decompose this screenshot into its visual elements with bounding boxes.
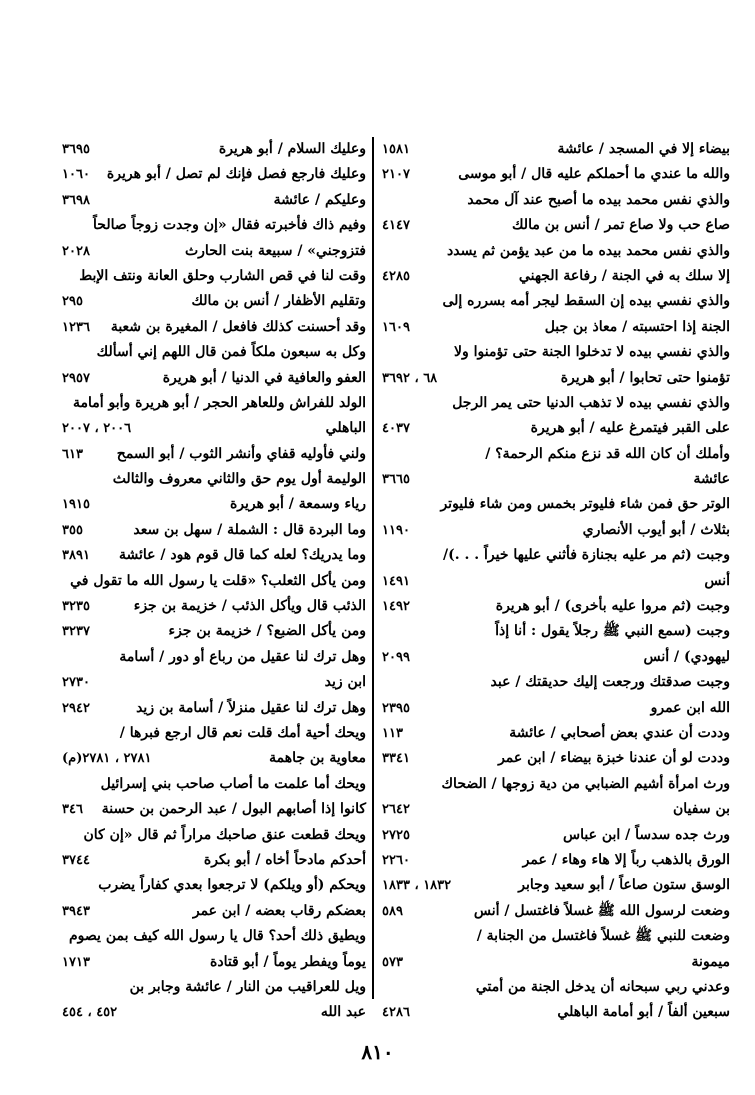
index-entry <box>382 721 730 746</box>
entry-text: بثلاث / أبو أيوب الأنصاري <box>582 521 730 538</box>
entry-text: ورث امرأة أشيم الضبابي من دية زوجها / الضحاك <box>441 775 730 792</box>
entry-text: عبد الله <box>320 1004 366 1021</box>
index-entry <box>62 823 366 848</box>
entry-text: وتقليم الأظفار / أنس بن مالك <box>191 293 366 310</box>
index-entry <box>62 975 366 1000</box>
index-entry <box>62 569 366 594</box>
entry-text: وكل به سبعون ملكاً فمن قال اللهم إني أسألك <box>96 344 366 361</box>
hadith-number: ١٩١٥ <box>62 497 90 513</box>
entry-text: وضعت لرسول الله ﷺ غسلاً فاغتسل / أنس <box>473 902 730 919</box>
hadith-number: ٢١٠٧ <box>382 167 410 183</box>
index-entry <box>382 239 730 264</box>
index-entry <box>382 366 730 391</box>
hadith-number: ٣٦٦٥ <box>382 472 410 488</box>
entry-text: والذي نفس محمد بيده ما من عبد يؤمن ثم يسدد <box>446 242 730 259</box>
entry-text: الله ابن عمرو <box>650 699 730 716</box>
left-column <box>62 137 366 1026</box>
index-entry <box>382 569 730 594</box>
index-entry <box>62 772 366 797</box>
hadith-number: ٤٢٨٥ <box>382 268 410 284</box>
entry-text: وعليك فارجع فصل فإنك لم تصل / أبو هريرة <box>106 166 366 183</box>
entry-text: والله ما عندي ما أحملكم عليه قال / أبو موسى <box>458 166 730 183</box>
entry-text: والذي نفسي بيده لا تذهب الدنيا حتى يمر الرجل <box>452 394 730 411</box>
hadith-number: ١١٩٠ <box>382 522 410 538</box>
index-entry <box>382 416 730 441</box>
entry-text: عائشة <box>693 471 730 488</box>
right-column <box>382 137 730 1026</box>
index-entry <box>382 492 730 517</box>
hadith-number: ٣٦٩٥ <box>62 142 90 157</box>
hadith-number: ٢٠٠٦ ، ٢٠٠٧ <box>62 421 132 437</box>
entry-text: وأملك أن كان الله قد نزع منكم الرحمة؟ / <box>485 445 730 462</box>
entry-text: أنس <box>704 572 730 589</box>
entry-text: ويحك أما علمت ما أصاب صاحب بني إسرائيل <box>100 775 366 792</box>
hadith-number: ٤٥٢ ، ٤٥٤ <box>62 1005 118 1021</box>
hadith-number: ٣٧٤٤ <box>62 852 90 868</box>
hadith-number: ٢٣٩٥ <box>382 700 410 716</box>
hadith-number: ٢٩٥ <box>62 294 83 310</box>
hadith-number: ٢٩٥٧ <box>62 370 90 386</box>
entry-text: وقد أحسنت كذلك فافعل / المغيرة بن شعبة <box>110 318 366 335</box>
entry-text: سبعين ألفاً / أبو أمامة الباهلي <box>557 1004 730 1021</box>
entry-text: الورق بالذهب رباً إلا هاء وهاء / عمر <box>522 851 730 868</box>
index-entry <box>62 391 366 416</box>
entry-text: وقت لنا في قص الشارب وحلق العانة ونتف الإبط <box>79 267 366 284</box>
index-entry <box>382 975 730 1000</box>
index-entry <box>62 239 366 264</box>
hadith-number: ٥٧٣ <box>382 954 403 970</box>
column-divider <box>372 137 374 999</box>
entry-text: معاوية بن جاهمة <box>269 750 366 767</box>
index-entry <box>62 137 366 162</box>
entry-text: بعضكم رقاب بعضه / ابن عمر <box>192 902 366 919</box>
entry-text: وما البردة قال : الشملة / سهل بن سعد <box>133 521 366 538</box>
index-entry <box>62 950 366 975</box>
entry-text: ورث جده سدساً / ابن عباس <box>563 826 730 843</box>
hadith-number: ١٥٨١ <box>382 142 410 157</box>
entry-text: الذئب قال ويأكل الذئب / خزيمة بن جزء <box>133 598 366 615</box>
index-entry <box>62 315 366 340</box>
hadith-number: ٤٠٣٧ <box>382 421 410 437</box>
index-entry <box>62 543 366 568</box>
entry-text: ابن زيد <box>324 674 366 691</box>
index-entry <box>382 772 730 797</box>
index-entry <box>62 467 366 492</box>
entry-text: ليهودي) / أنس <box>643 648 730 665</box>
entry-text: العفو والعافية في الدنيا / أبو هريرة <box>162 369 366 386</box>
entry-text: وما يدريك؟ لعله كما قال قوم هود / عائشة <box>118 547 366 564</box>
index-entry <box>382 442 730 467</box>
hadith-number: ٦١٣ <box>62 446 83 462</box>
hadith-number: ٣٩٤٣ <box>62 903 90 919</box>
index-entry <box>382 848 730 873</box>
index-entry <box>62 188 366 213</box>
hadith-number: ١٦٠٩ <box>382 319 410 335</box>
index-entry <box>382 188 730 213</box>
index-entry <box>62 670 366 695</box>
hadith-number: ٣٣٤١ <box>382 751 410 767</box>
index-entry <box>62 340 366 365</box>
index-entry <box>62 366 366 391</box>
index-entry <box>382 873 730 898</box>
index-entry <box>382 950 730 975</box>
index-entry <box>382 1000 730 1025</box>
hadith-number: ١١٣ <box>382 725 403 741</box>
hadith-number: ٢٢٦٠ <box>382 852 410 868</box>
entry-text: وعليكم / عائشة <box>273 191 366 208</box>
entry-text: الوتر حق فمن شاء فليوتر بخمس ومن شاء فليوتر <box>440 496 730 513</box>
hadith-number: ٤١٤٧ <box>382 218 410 234</box>
entry-text: والذي نفس محمد بيده ما أصبح عند آل محمد <box>467 191 730 208</box>
index-entry <box>62 619 366 644</box>
hadith-number: ٦٨ ، ٣٦٩٢ <box>382 370 438 386</box>
entry-text: الولد للفراش وللعاهر الحجر / أبو هريرة وأبو أمامة <box>72 394 366 411</box>
index-entry <box>382 289 730 314</box>
entry-text: الباهلي <box>325 420 366 437</box>
index-entry <box>382 315 730 340</box>
index-entry <box>382 797 730 822</box>
index-entry <box>382 137 730 162</box>
entry-text: وفيم ذاك فأخبرته فقال «إن وجدت زوجاً صالحاً <box>93 217 366 234</box>
index-entry <box>62 492 366 517</box>
index-entry <box>382 213 730 238</box>
hadith-number: ٢٧٢٥ <box>382 827 410 843</box>
hadith-number: ١٢٣٦ <box>62 319 90 335</box>
index-entry <box>62 518 366 543</box>
entry-text: ويحك قطعت عنق صاحبك مراراً ثم قال «إن كان <box>83 826 366 843</box>
hadith-number: ٣٢٣٧ <box>62 624 90 640</box>
index-entry <box>382 518 730 543</box>
entry-text: وعدني ربي سبحانه أن يدخل الجنة من أمتي <box>475 978 730 995</box>
hadith-number: ٢٦٤٢ <box>382 802 410 818</box>
index-entry <box>382 391 730 416</box>
hadith-number: ٣٤٦ <box>62 802 83 818</box>
entry-text: تؤمنوا حتى تحابوا / أبو هريرة <box>560 369 730 386</box>
index-entry <box>382 162 730 187</box>
entry-text: إلا سلك به في الجنة / رفاعة الجهني <box>518 267 730 284</box>
entry-text: وضعت للنبي ﷺ غسلاً فاغتسل من الجنابة / <box>476 928 730 945</box>
hadith-number: ١٤٩٢ <box>382 599 410 615</box>
hadith-number: ٣٥٥ <box>62 522 83 538</box>
entry-text: أحدكم مادحاً أخاه / أبو بكرة <box>203 851 366 868</box>
index-entry <box>62 848 366 873</box>
hadith-number: ٥٨٩ <box>382 903 403 919</box>
index-entry <box>62 924 366 949</box>
entry-text: الوسق ستون صاعاً / أبو سعيد وجابر <box>518 877 730 894</box>
hadith-number: ٢٧٨١ ، ٢٧٨١(م) <box>62 751 152 767</box>
hadith-number: ١٨٣٢ ، ١٨٣٣ <box>382 878 452 894</box>
index-entry <box>62 696 366 721</box>
index-entry <box>382 823 730 848</box>
entry-text: وهل ترك لنا عقيل منزلاً / أسامة بن زيد <box>136 699 366 716</box>
hadith-number: ٢٠٢٨ <box>62 243 90 259</box>
entry-text: يوماً ويفطر يوماً / أبو قتادة <box>210 953 366 970</box>
hadith-number: ٤٢٨٦ <box>382 1005 410 1021</box>
entry-text: وددت لو أن عندنا خبزة بيضاء / ابن عمر <box>498 750 730 767</box>
entry-text: كانوا إذا أصابهم البول / عبد الرحمن بن حسنة <box>101 801 366 818</box>
index-entry <box>382 899 730 924</box>
hadith-number: ١٠٦٠ <box>62 167 90 183</box>
index-entry <box>382 340 730 365</box>
hadith-number: ٣٦٩٨ <box>62 192 90 208</box>
entry-text: ومن يأكل الضبع؟ / خزيمة بن جزء <box>168 623 366 640</box>
index-entry <box>382 645 730 670</box>
entry-text: والذي نفسي بيده إن السقط ليجر أمه بسرره إلى <box>442 293 730 310</box>
hadith-number: ٢٧٣٠ <box>62 675 90 691</box>
index-entry <box>62 594 366 619</box>
index-entry <box>382 619 730 644</box>
hadith-number: ٢٩٤٢ <box>62 700 90 716</box>
entry-text: ويحك أحية أمك قلت نعم قال ارجع فبرها / <box>119 724 366 741</box>
index-entry <box>382 670 730 695</box>
entry-text: وجبت صدقتك ورجعت إليك حديقتك / عبد <box>490 674 730 691</box>
index-entry <box>62 264 366 289</box>
entry-text: الوليمة أول يوم حق والثاني معروف والثالث <box>112 471 366 488</box>
index-entry <box>62 442 366 467</box>
entry-text: فتزوجني» / سبيعة بنت الحارث <box>184 242 366 259</box>
entry-text: ولني فأوليه قفاي وأنشر الثوب / أبو السمح <box>116 445 366 462</box>
entry-text: وعليك السلام / أبو هريرة <box>218 141 366 157</box>
index-entry <box>382 264 730 289</box>
index-entry <box>382 696 730 721</box>
index-entry <box>62 416 366 441</box>
index-entry <box>62 721 366 746</box>
entry-text: ويحكم (أو ويلكم) لا ترجعوا بعدي كفاراً يضرب <box>98 877 366 894</box>
entry-text: بيضاء إلا في المسجد / عائشة <box>557 141 730 157</box>
hadith-number: ٣٨٩١ <box>62 548 90 564</box>
entry-text: وجبت (ثم مروا عليه بأخرى) / أبو هريرة <box>495 598 730 615</box>
index-entry <box>382 924 730 949</box>
hadith-number: ١٤٩١ <box>382 573 410 589</box>
index-entry <box>62 162 366 187</box>
index-entry <box>382 467 730 492</box>
hadith-number: ١٧١٣ <box>62 954 90 970</box>
hadith-number: ٣٢٣٥ <box>62 599 90 615</box>
index-entry <box>62 1000 366 1025</box>
entry-text: وجبت (سمع النبي ﷺ رجلاً يقول : أنا إذاً <box>495 623 730 640</box>
entry-text: صاع حب ولا صاع تمر / أنس بن مالك <box>512 217 730 234</box>
entry-text: ومن يأكل الثعلب؟ «قلت يا رسول الله ما تقول في <box>70 572 366 589</box>
index-entry <box>62 746 366 771</box>
index-entry <box>382 746 730 771</box>
entry-text: الجنة إذا احتسبته / معاذ بن جبل <box>544 318 730 335</box>
entry-text: ويطيق ذلك أحد؟ قال يا رسول الله كيف بمن يصوم <box>69 928 366 945</box>
index-entry <box>382 543 730 568</box>
entry-text: رياء وسمعة / أبو هريرة <box>229 496 366 513</box>
entry-text: على القبر فيتمرغ عليه / أبو هريرة <box>530 420 730 437</box>
index-entry <box>62 797 366 822</box>
hadith-number: ٢٠٩٩ <box>382 649 410 665</box>
index-entry <box>62 213 366 238</box>
index-entry <box>62 873 366 898</box>
index-entry <box>62 289 366 314</box>
index-entry <box>62 899 366 924</box>
entry-text: والذي نفسي بيده لا تدخلوا الجنة حتى تؤمنوا ولا <box>454 344 730 361</box>
entry-text: بن سفيان <box>672 801 730 818</box>
index-entry <box>382 594 730 619</box>
entry-text: ميمونة <box>691 953 730 970</box>
index-entry <box>62 645 366 670</box>
entry-text: وهل ترك لنا عقيل من رباع أو دور / أسامة <box>119 648 366 665</box>
entry-text: وددت أن عندي بعض أصحابي / عائشة <box>509 724 730 741</box>
entry-text: ويل للعراقيب من النار / عائشة وجابر بن <box>129 978 366 995</box>
page-number: ٨١٠ <box>361 1040 394 1064</box>
entry-text: وجبت (ثم مر عليه بجنازة فأثني عليها خيراً . . .)/ <box>443 547 730 564</box>
